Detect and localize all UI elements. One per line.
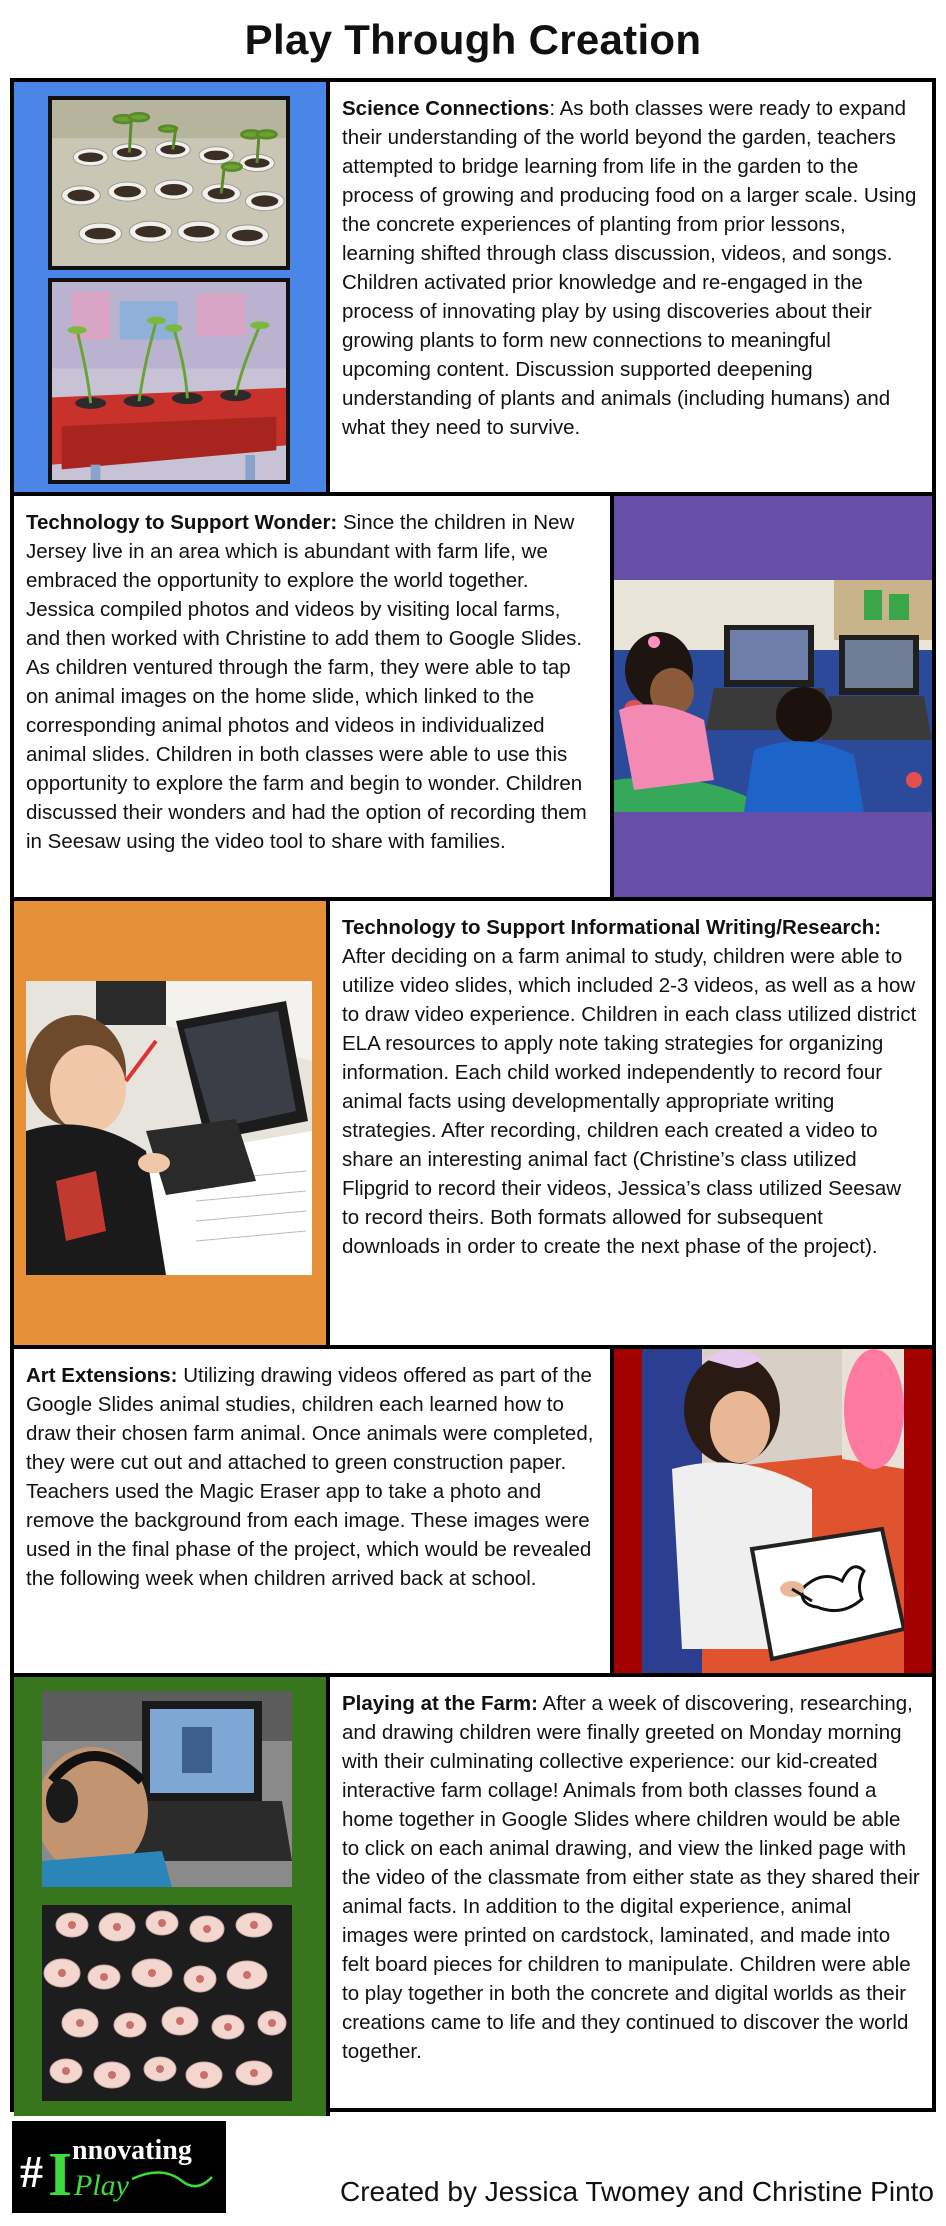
logo-big-i: I (48, 2141, 73, 2209)
logo-hash: # (20, 2146, 43, 2197)
logo-word-top: nnovating (72, 2135, 192, 2166)
section-heading: Art Extensions: (26, 1364, 178, 1387)
section-art-extensions (14, 1349, 932, 1677)
science-photo-panel (14, 82, 326, 492)
section-informational-writing (14, 901, 932, 1349)
section-body: Since the children in New Jersey live in an area which is abundant with farm life, we embraced the opportunity to explore the world together. Jessica compiled photos and videos by visiting local farms, and then worked with Christine to add them to Google Slides. As children ventured through the farm, they were able to tap on animal images on the home slide, which linked to the corresponding animal photos and videos in individualized animal slides. Children in both classes were able to use this opportunity to explore the farm and begin to wonder. Children discussed their wonders and had the option of recording them in Seesaw using the video tool to share with families. (26, 511, 587, 853)
credit-line: Created by Jessica Twomey and Christine Pinto (340, 2176, 934, 2207)
section-body: Utilizing drawing videos offered as part of the Google Slides animal studies, children each learned how to draw their chosen farm animal. Once animals were completed, they were cut out and attached to green construction paper. Teachers used the Magic Eraser app to take a photo and remove the background from each image. These images were used in the final phase of the project, which would be revealed the following week when children arrived back at school. (26, 1364, 594, 1590)
section-heading: Playing at the Farm: (342, 1692, 538, 1715)
section-body: After deciding on a farm animal to study, children were able to utilize video slides, which included 2-3 videos, as well as a how to draw video experience. Children in each class utilized district ELA resources to apply note taking strategies for organizing information. Each child worked independently to record four animal facts using developmentally appropriate writing strategies. After recording, children each created a video to share an interesting animal fact (Christine’s class utilized Flipgrid to record their videos, Jessica’s class utilized Seesaw to record theirs. Both formats allowed for subsequent downloads in order to create the next phase of the project). (342, 945, 917, 1258)
animal-cutouts-photo (42, 1905, 292, 2101)
farm-photo-panel (14, 1677, 326, 2116)
section-body: : As both classes were ready to expand their understanding of the world beyond the garden, teachers attempted to bridge learning from life in the garden to the process of growing and producing food on a larger scale. Using the concrete experiences of planting from prior lessons, learning shifted through class discussion, videos, and songs. Children activated prior knowledge and re-engaged in the process of innovating play by using discoveries about their growing plants to form new connections to meaningful upcoming content. Discussion supported deepening understanding of plants and animals (including humans) and what they need to survive. (342, 97, 917, 439)
section-playing-farm (14, 1677, 932, 2116)
wonder-text-block (14, 496, 610, 897)
headphones-laptop-photo (42, 1691, 292, 1887)
section-science-connections (14, 82, 932, 496)
section-heading: Science Connections (342, 97, 550, 120)
writing-photo-panel (14, 901, 326, 1345)
art-photo-panel (614, 1349, 932, 1673)
art-text-block (14, 1349, 610, 1673)
innovating-play-logo-graphic (12, 2121, 226, 2213)
farm-text-block (330, 1677, 932, 2116)
section-technology-wonder (14, 496, 932, 901)
section-body: After a week of discovering, researching, and drawing children were finally greeted on Monday morning with their culminating collective experience: our kid-created interactive farm collage! Animals from both classes found a home together in Google Slides where children would be able to click on each animal drawing, and view the linked page with the video of the classmate from either state as they shared their animal facts. In addition to the digital experience, animal images were printed on cardstock, laminated, and made into felt board pieces for children to manipulate. Children were able to play together in both the concrete and digital worlds as their creations came to life and they continued to discover the world together. (342, 1692, 920, 2063)
innovating-play-logo (12, 2121, 226, 2213)
boy-laptop-photo (26, 981, 312, 1275)
section-heading: Technology to Support Wonder: (26, 511, 338, 534)
wonder-photo-panel (614, 496, 932, 897)
logo-word-bottom: Play (74, 2169, 129, 2202)
section-heading: Technology to Support Informational Writing/Research: (342, 916, 882, 939)
page-title: Play Through Creation (244, 16, 702, 63)
content-frame (10, 78, 936, 2112)
girl-drawing-photo (642, 1349, 904, 1673)
children-laptops-photo (614, 580, 932, 812)
science-text-block (330, 82, 932, 492)
writing-text-block (330, 901, 932, 1345)
plant-tray-photo (48, 278, 290, 484)
seedling-cups-photo (48, 96, 290, 270)
